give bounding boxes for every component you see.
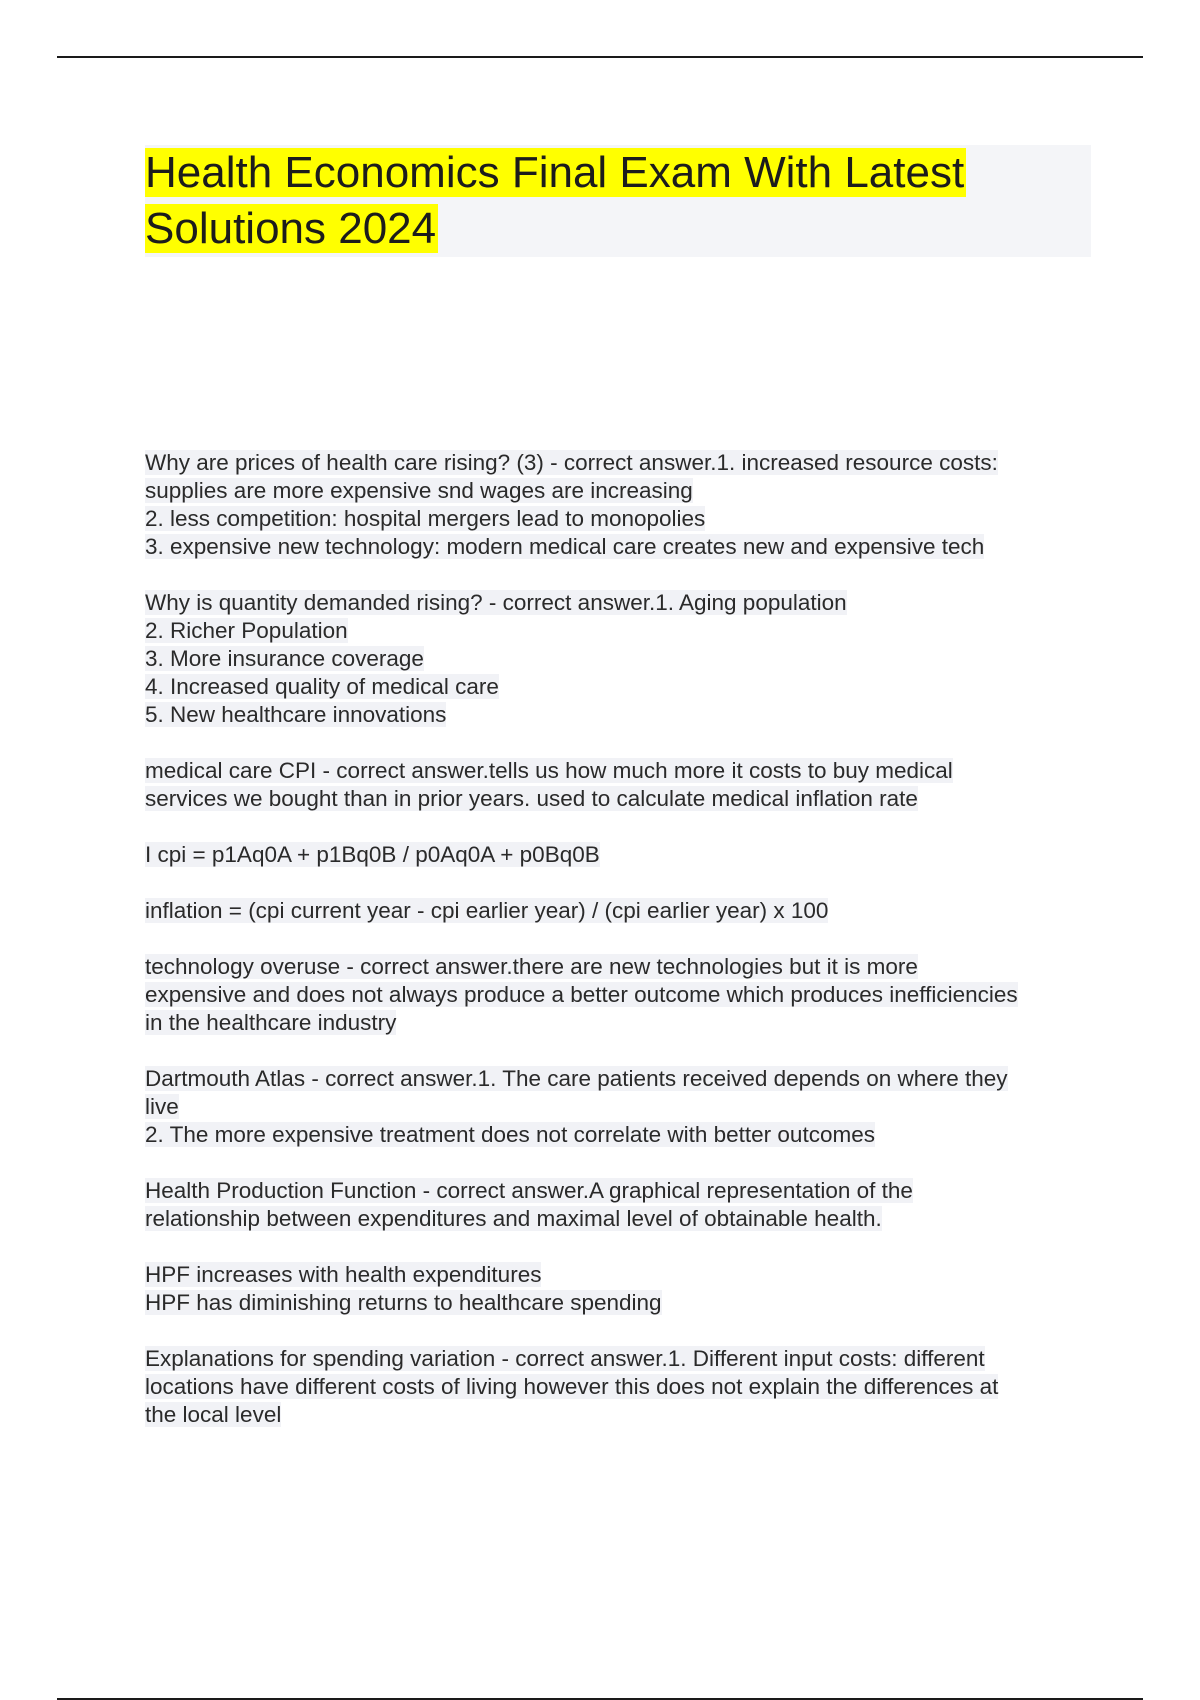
title-line-2: Solutions 2024 [145,204,437,253]
text-line-content: 2. less competition: hospital mergers lead to monopolies [145,506,706,531]
text-line [145,1177,1095,1205]
title-box [145,145,1091,257]
text-line-content: Explanations for spending variation - correct answer.1. Different input costs: different [145,1346,985,1371]
qa-block [145,841,1095,869]
text-line-content: 3. More insurance coverage [145,646,424,671]
text-line [145,1009,1095,1037]
text-line-content: Dartmouth Atlas - correct answer.1. The care patients received depends on where they [145,1066,1008,1091]
top-rule [57,56,1143,58]
text-line-content: expensive and does not always produce a better outcome which produces inefficiencies [145,982,1018,1007]
qa-block [145,1065,1095,1149]
text-line-content: 2. The more expensive treatment does not correlate with better outcomes [145,1122,875,1147]
text-line [145,449,1095,477]
text-line-content: 3. expensive new technology: modern medical care creates new and expensive tech [145,534,985,559]
text-line [145,757,1095,785]
text-line-content: HPF increases with health expenditures [145,1262,542,1287]
text-line-content: services we bought than in prior years. used to calculate medical inflation rate [145,786,918,811]
text-line [145,477,1095,505]
text-line [145,897,1095,925]
text-line [145,1065,1095,1093]
text-line-content: supplies are more expensive snd wages are increasing [145,478,693,503]
text-line-content: locations have different costs of living however this does not explain the differences at [145,1374,999,1399]
text-line [145,841,1095,869]
text-line-content: inflation = (cpi current year - cpi earlier year) / (cpi earlier year) x 100 [145,898,829,923]
text-line [145,1093,1095,1121]
title-line-1: Health Economics Final Exam With Latest [145,148,965,197]
text-line [145,505,1095,533]
text-line-content: Why is quantity demanded rising? - correct answer.1. Aging population [145,590,847,615]
text-line [145,785,1095,813]
text-line-content: the local level [145,1402,282,1427]
text-line [145,953,1095,981]
qa-block [145,897,1095,925]
text-line [145,701,1095,729]
qa-block [145,1177,1095,1233]
text-line [145,1373,1095,1401]
text-line-content: 4. Increased quality of medical care [145,674,499,699]
text-line-content: technology overuse - correct answer.there are new technologies but it is more [145,954,918,979]
text-line [145,673,1095,701]
qa-block [145,449,1095,561]
text-line [145,1205,1095,1233]
text-line-content: HPF has diminishing returns to healthcare spending [145,1290,662,1315]
text-line [145,589,1095,617]
text-line [145,1345,1095,1373]
text-line [145,617,1095,645]
text-line [145,1401,1095,1429]
text-line [145,533,1095,561]
text-line [145,1121,1095,1149]
document-body [145,449,1095,1457]
text-line-content: medical care CPI - correct answer.tells us how much more it costs to buy medical [145,758,953,783]
text-line-content: 2. Richer Population [145,618,348,643]
text-line-content: Why are prices of health care rising? (3) - correct answer.1. increased resource costs: [145,450,998,475]
qa-block [145,757,1095,813]
qa-block [145,1345,1095,1429]
qa-block [145,1261,1095,1317]
text-line-content: 5. New healthcare innovations [145,702,447,727]
text-line [145,645,1095,673]
text-line [145,1289,1095,1317]
document-title [145,145,1091,257]
text-line-content: I cpi = p1Aq0A + p1Bq0B / p0Aq0A + p0Bq0B [145,842,600,867]
text-line-content: relationship between expenditures and maximal level of obtainable health. [145,1206,882,1231]
text-line-content: Health Production Function - correct answer.A graphical representation of the [145,1178,913,1203]
text-line-content: live [145,1094,179,1119]
text-line-content: in the healthcare industry [145,1010,397,1035]
qa-block [145,589,1095,729]
qa-block [145,953,1095,1037]
text-line [145,981,1095,1009]
text-line [145,1261,1095,1289]
